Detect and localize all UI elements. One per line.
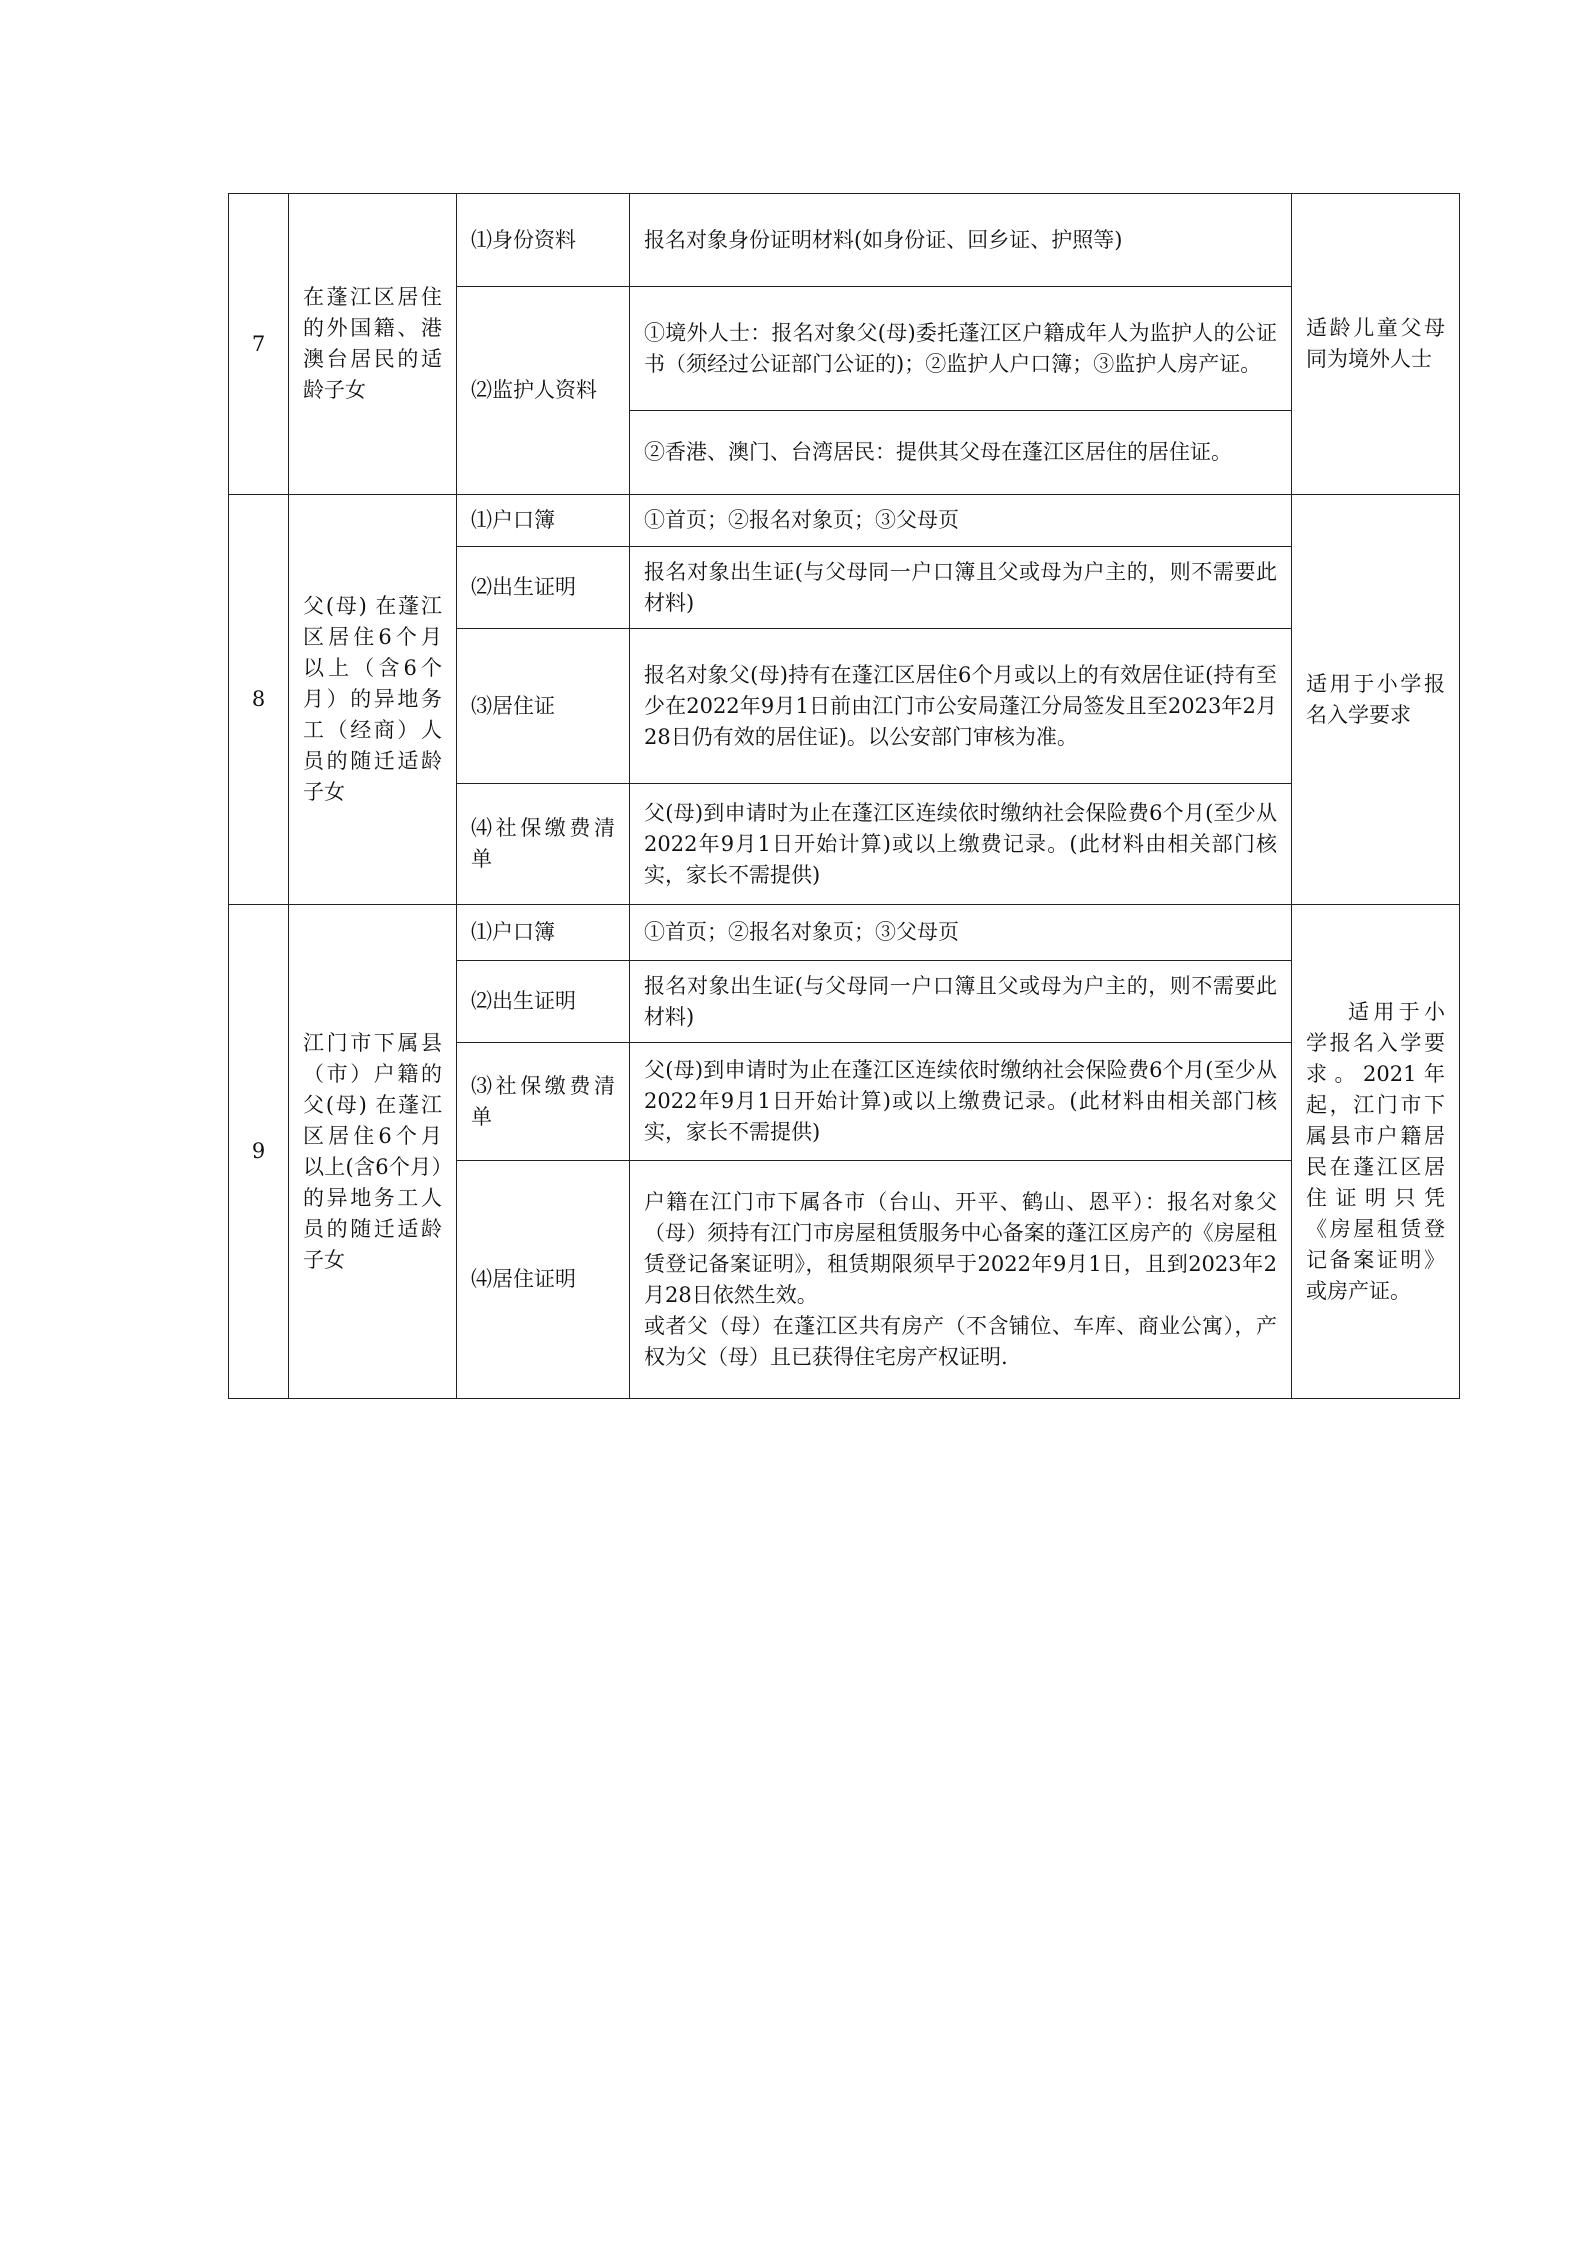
material-detail: 报名对象出生证(与父母同一户口簿且父或母为户主的，则不需要此材料) xyxy=(630,547,1292,629)
material-detail: ①首页；②报名对象页；③父母页 xyxy=(630,905,1292,961)
table-row xyxy=(229,495,1460,547)
applicant-category: 江门市下属县（市）户籍的父(母) 在蓬江区居住6个月以上(含6个月）的异地务工人员的随迁适龄子女 xyxy=(289,905,457,1399)
material-detail: ②香港、澳门、台湾居民：提供其父母在蓬江区居住的居住证。 xyxy=(630,411,1292,495)
material-detail: 报名对象父(母)持有在蓬江区居住6个月或以上的有效居住证(持有至少在2022年9月1日前由江门市公安局蓬江分局签发且至2023年2月28日仍有效的居住证)。以公安部门审核为准。 xyxy=(630,629,1292,784)
detail-paragraph: 户籍在江门市下属各市（台山、开平、鹤山、恩平）：报名对象父（母）须持有江门市房屋租赁服务中心备案的蓬江区房产的《房屋租赁登记备案证明》，租赁期限须早于2022年9月1日，且到2023年2月28日依然生效。 xyxy=(644,1189,1277,1307)
material-detail: 报名对象出生证(与父母同一户口簿且父或母为户主的，则不需要此材料) xyxy=(630,961,1292,1043)
remarks: 适用于小学报名入学要求 xyxy=(1292,495,1460,905)
material-detail: 报名对象身份证明材料(如身份证、回乡证、护照等) xyxy=(630,194,1292,287)
material-name: ⑴户口簿 xyxy=(457,905,630,961)
applicant-category: 在蓬江区居住的外国籍、港澳台居民的适龄子女 xyxy=(289,194,457,495)
detail-paragraph: 或者父（母）在蓬江区共有房产（不含铺位、车库、商业公寓），产权为父（母）且已获得住宅房产权证明. xyxy=(644,1313,1277,1369)
material-name: ⑶居住证 xyxy=(457,629,630,784)
material-detail: ①首页；②报名对象页；③父母页 xyxy=(630,495,1292,547)
applicant-category: 父(母) 在蓬江区居住6个月以上（含6个月）的异地务工（经商）人员的随迁适龄子女 xyxy=(289,495,457,905)
material-name: ⑵出生证明 xyxy=(457,961,630,1043)
material-name: ⑵出生证明 xyxy=(457,547,630,629)
material-detail xyxy=(630,1161,1292,1399)
remarks: 适龄儿童父母同为境外人士 xyxy=(1292,194,1460,495)
row-number: 8 xyxy=(229,495,289,905)
table-row xyxy=(229,905,1460,961)
row-number: 7 xyxy=(229,194,289,495)
material-detail: 父(母)到申请时为止在蓬江区连续依时缴纳社会保险费6个月(至少从2022年9月1日开始计算)或以上缴费记录。(此材料由相关部门核实，家长不需提供) xyxy=(630,1043,1292,1161)
material-name: ⑷社保缴费清单 xyxy=(457,784,630,905)
material-name: ⑷居住证明 xyxy=(457,1161,630,1399)
material-name: ⑴身份资料 xyxy=(457,194,630,287)
material-detail: 父(母)到申请时为止在蓬江区连续依时缴纳社会保险费6个月(至少从2022年9月1日开始计算)或以上缴费记录。(此材料由相关部门核实，家长不需提供) xyxy=(630,784,1292,905)
material-name: ⑶社保缴费清单 xyxy=(457,1043,630,1161)
material-detail: ①境外人士：报名对象父(母)委托蓬江区户籍成年人为监护人的公证书（须经过公证部门公证的)；②监护人户口簿；③监护人房产证。 xyxy=(630,287,1292,411)
row-number: 9 xyxy=(229,905,289,1399)
table-row xyxy=(229,194,1460,287)
remarks: 适用于小学报名入学要求。2021年起，江门市下属县市户籍居民在蓬江区居住证明只凭《房屋租赁登记备案证明》或房产证。 xyxy=(1292,905,1460,1399)
material-name: ⑴户口簿 xyxy=(457,495,630,547)
material-name: ⑵监护人资料 xyxy=(457,287,630,495)
requirements-table xyxy=(228,193,1460,1399)
